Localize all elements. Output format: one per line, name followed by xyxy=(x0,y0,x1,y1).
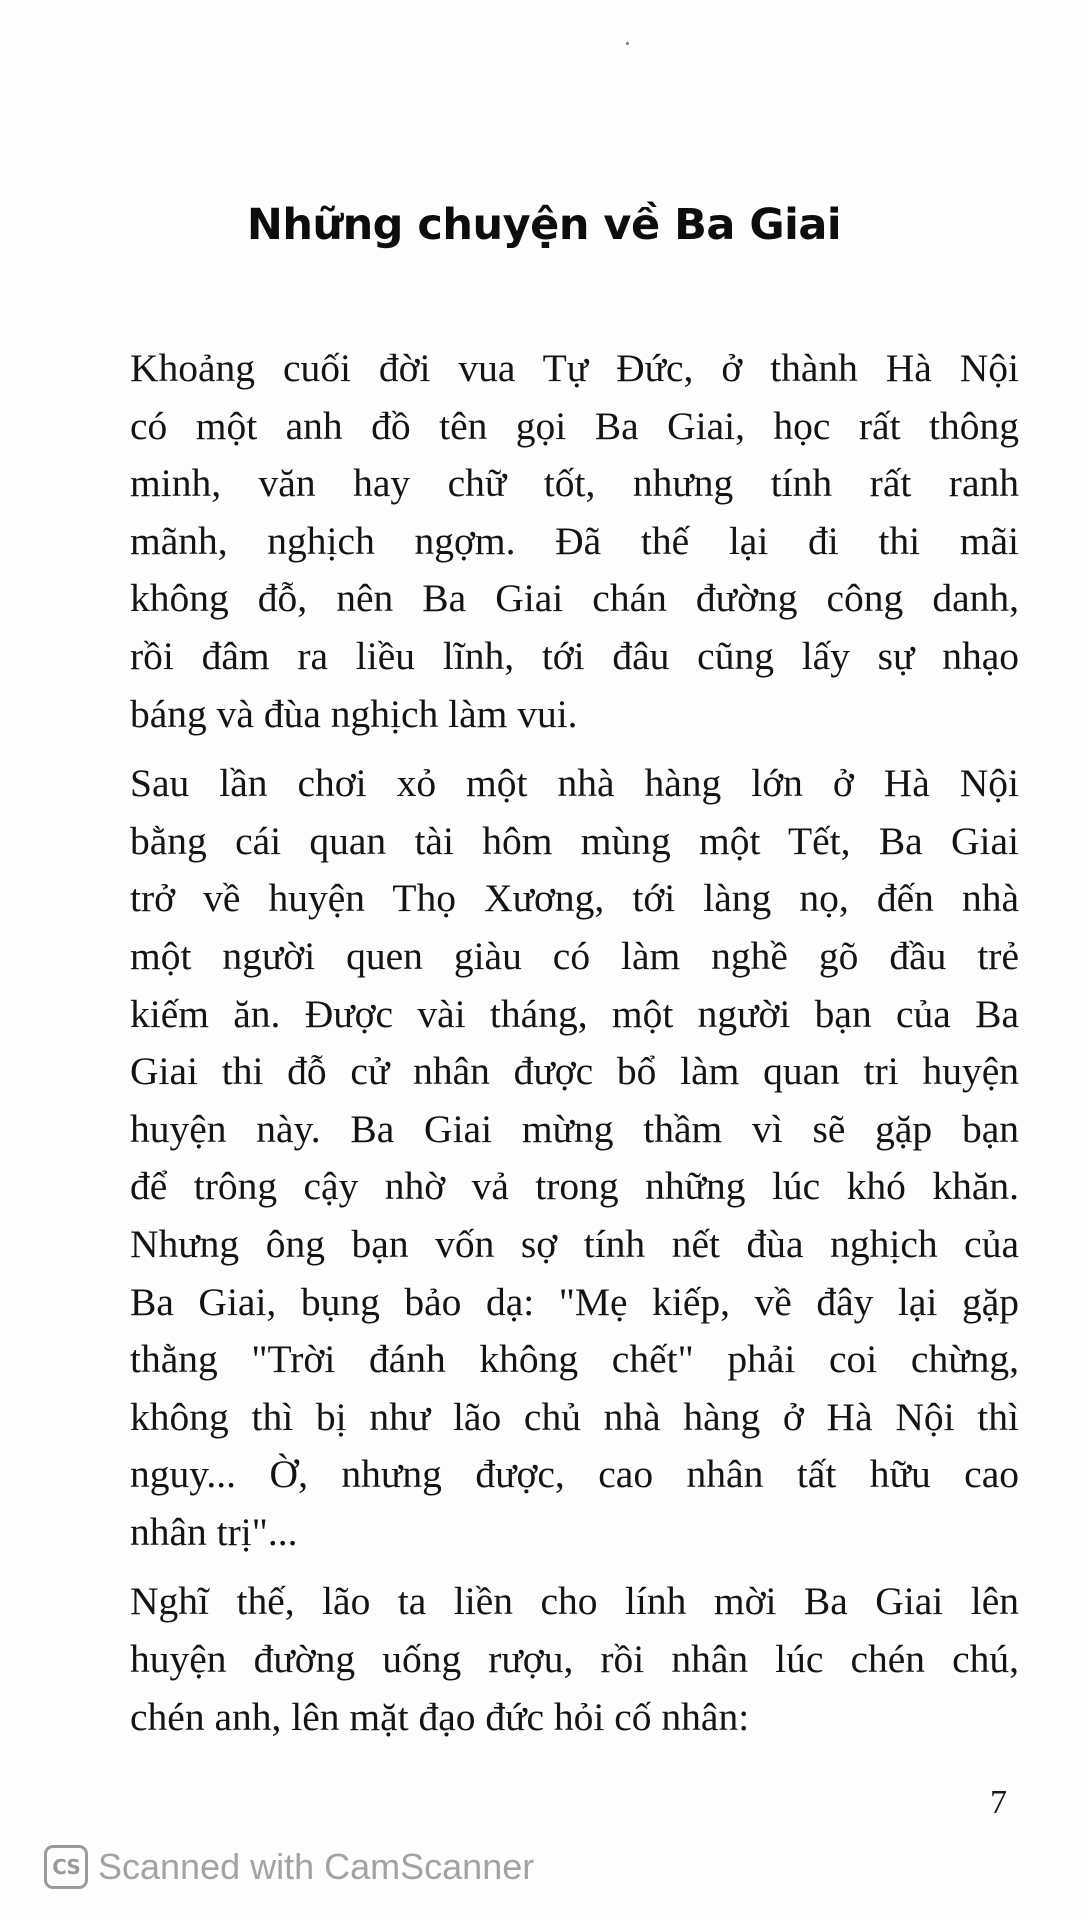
text-line: một người quen giàu có làm nghề gõ đầu trẻ xyxy=(130,933,1019,978)
text-line: trở về huyện Thọ Xương, tới làng nọ, đến nhà xyxy=(130,876,1019,921)
paragraph-3 xyxy=(84,1573,1019,1746)
text-line: nhân trị"... xyxy=(130,1509,298,1554)
text-line: Sau lần chơi xỏ một nhà hàng lớn ở Hà Nội xyxy=(130,761,1019,806)
paragraph-2 xyxy=(84,755,1019,1561)
text-line: minh, văn hay chữ tốt, nhưng tính rất ranh xyxy=(130,461,1019,506)
text-line: mãnh, nghịch ngợm. Đã thế lại đi thi mãi xyxy=(130,518,1019,563)
text-line: chén anh, lên mặt đạo đức hỏi cố nhân: xyxy=(130,1694,750,1739)
chapter-title: Những chuyện về Ba Giai xyxy=(246,200,842,250)
text-line: không thì bị như lão chủ nhà hàng ở Hà Nội thì xyxy=(130,1394,1019,1439)
text-line: nguy... Ờ, nhưng được, cao nhân tất hữu cao xyxy=(130,1452,1019,1497)
watermark-text: Scanned with CamScanner xyxy=(98,1846,535,1887)
camscanner-logo-icon: CS xyxy=(44,1845,88,1889)
text-line: báng và đùa nghịch làm vui. xyxy=(130,691,578,736)
text-line: huyện đường uống rượu, rồi nhân lúc chén chú, xyxy=(130,1637,1019,1682)
text-line: để trông cậy nhờ vả trong những lúc khó khăn. xyxy=(130,1164,1019,1209)
scan-speck xyxy=(626,42,629,45)
chapter-body xyxy=(84,340,1019,1758)
text-line: bằng cái quan tài hôm mùng một Tết, Ba Giai xyxy=(130,818,1019,863)
camscanner-watermark xyxy=(44,1840,534,1894)
paragraph-1 xyxy=(84,340,1019,743)
text-line: Khoảng cuối đời vua Tự Đức, ở thành Hà Nội xyxy=(130,346,1019,390)
text-line: Giai thi đỗ cử nhân được bổ làm quan tri huyện xyxy=(130,1049,1019,1094)
text-line: rồi đâm ra liều lĩnh, tới đâu cũng lấy sự nhạo xyxy=(130,633,1019,678)
text-line: Nghĩ thế, lão ta liền cho lính mời Ba Giai lên xyxy=(130,1579,1019,1624)
text-line: Ba Giai, bụng bảo dạ: "Mẹ kiếp, về đây lại gặp xyxy=(130,1279,1019,1324)
text-line: Nhưng ông bạn vốn sợ tính nết đùa nghịch của xyxy=(130,1221,1019,1266)
text-line: thằng "Trời đánh không chết" phải coi chừng, xyxy=(130,1337,1019,1382)
text-line: huyện này. Ba Giai mừng thầm vì sẽ gặp bạn xyxy=(130,1106,1019,1151)
text-line: không đỗ, nên Ba Giai chán đường công danh, xyxy=(130,576,1019,621)
page-number: 7 xyxy=(990,1784,1007,1821)
text-line: kiếm ăn. Được vài tháng, một người bạn của Ba xyxy=(130,991,1019,1036)
text-line: có một anh đồ tên gọi Ba Giai, học rất thông xyxy=(130,403,1019,448)
